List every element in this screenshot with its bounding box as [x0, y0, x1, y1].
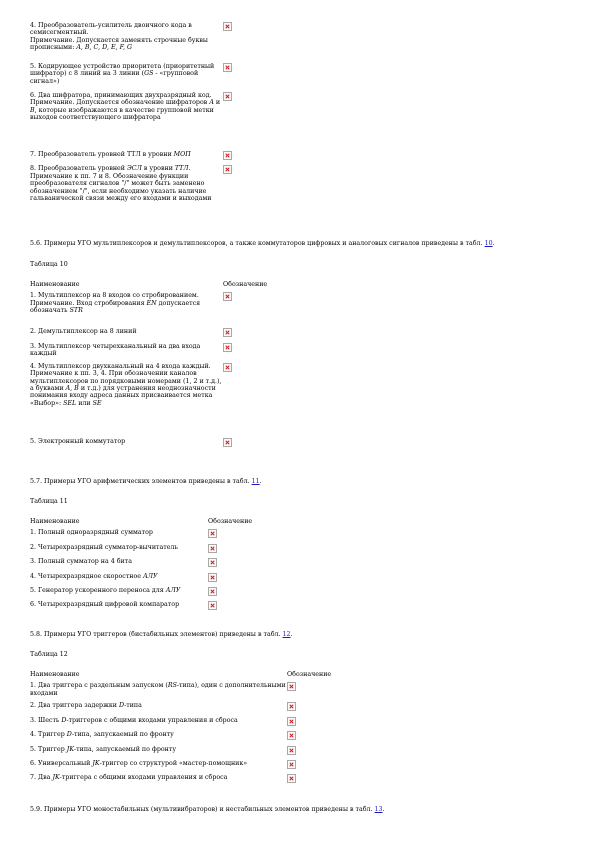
- row-name: 1. Два триггера с раздельным запуском (RS-типа), один с дополнительными входами: [30, 682, 286, 697]
- symbol-cell: [223, 92, 243, 151]
- row-name: 4. Четырехразрядное скоростное АЛУ: [30, 572, 158, 580]
- table-11-caption: Таблица 11: [30, 498, 68, 505]
- table-row: [30, 682, 347, 702]
- row-name: 3. Шесть D-триггеров с общими входами управления и сброса: [30, 716, 238, 724]
- broken-image-icon: [223, 151, 232, 160]
- broken-image-icon: [223, 292, 232, 301]
- column-header-name: Наименование: [30, 518, 80, 525]
- broken-image-icon: [287, 774, 296, 783]
- link-table-13[interactable]: 13: [374, 806, 383, 813]
- broken-image-icon: [223, 92, 232, 101]
- broken-image-icon: [223, 165, 232, 174]
- table-row: [30, 774, 347, 788]
- row-name: 5. Кодирующее устройство приоритета (приоритетный шифратор) с 8 линий на 3 линии (GS - «групповой сигнал»): [30, 63, 215, 85]
- broken-image-icon: [287, 746, 296, 755]
- symbol-cell: [287, 682, 347, 702]
- broken-image-icon: [208, 587, 217, 596]
- column-header-name: Наименование: [30, 671, 80, 678]
- symbol-cell: [223, 151, 243, 165]
- symbol-cell: [223, 438, 283, 452]
- broken-image-icon: [287, 760, 296, 769]
- row-name: 7. Преобразователь уровней ТТЛ в уровни МОП: [30, 151, 191, 158]
- row-name: 7. Два JK-триггера с общими входами управления и сброса: [30, 774, 228, 782]
- row-name: 1. Полный одноразрядный сумматор: [30, 529, 153, 537]
- table-row: [30, 760, 347, 774]
- row-name: 2. Демультиплексор на 8 линий: [30, 328, 137, 336]
- symbol-cell: [223, 343, 283, 363]
- broken-image-icon: [223, 63, 232, 72]
- table-row: [30, 151, 243, 165]
- row-name: 4. Мультиплексор двухканальный на 4 входа каждый. Примечание к пп. 3, 4. При обозначении каналов мультиплексоров по порядковыми номерами (1, 2 и т.д.), а буквами A, B и т.д.) для устранения неоднозначности понимания входу адреса данных присваивается метка «Выбор»: SEL или SE: [30, 362, 222, 407]
- table-header-row: [30, 671, 347, 682]
- broken-image-icon: [208, 573, 217, 582]
- table-row: [30, 63, 243, 92]
- paragraph-5-9: 5.9. Примеры УГО моностабильных (мультивибраторов) и нестабильных элементов приведены в табл. 13.: [30, 806, 385, 813]
- symbol-cell: [223, 165, 243, 228]
- broken-image-icon: [223, 363, 232, 372]
- link-table-11[interactable]: 11: [251, 478, 260, 485]
- row-name: 5. Электронный коммутатор: [30, 437, 126, 445]
- broken-image-icon: [223, 328, 232, 337]
- symbol-cell: [208, 558, 268, 572]
- symbol-cell: [287, 702, 347, 716]
- row-name: 3. Мультиплексор четырехканальный на два входа каждый: [30, 342, 201, 358]
- row-name: 5. Генератор ускоренного переноса для АЛУ: [30, 587, 181, 595]
- column-header-name: Наименование: [30, 281, 80, 288]
- table-11: [30, 518, 268, 616]
- table-header-row: [30, 281, 283, 292]
- broken-image-icon: [208, 558, 217, 567]
- row-name: 2. Четырехразрядный сумматор-вычитатель: [30, 543, 178, 551]
- table-row: [30, 601, 268, 615]
- table-row: [30, 292, 283, 328]
- row-name: 6. Четырехразрядный цифровой компаратор: [30, 601, 180, 609]
- symbol-cell: [287, 746, 347, 760]
- symbol-cell: [208, 601, 268, 615]
- table-row: [30, 702, 347, 716]
- paragraph-5-8: 5.8. Примеры УГО триггеров (бистабильных элементов) приведены в табл. 12.: [30, 631, 293, 638]
- row-name: 4. Преобразователь-усилитель двоичного кода в семисегментный. Примечание. Допускается заменять строчные буквы прописными: A, B, C, D, E, F, G: [30, 22, 208, 52]
- broken-image-icon: [208, 529, 217, 538]
- symbol-cell: [208, 544, 268, 558]
- broken-image-icon: [287, 731, 296, 740]
- row-name: 3. Полный сумматор на 4 бита: [30, 558, 132, 566]
- table-row: [30, 343, 283, 363]
- symbol-cell: [287, 731, 347, 745]
- table-row: [30, 587, 268, 601]
- row-name: 6. Универсальный JK-триггер со структурой «мастер-помощник»: [30, 760, 248, 768]
- table-row: [30, 92, 243, 151]
- row-name: 2. Два триггера задержки D-типа: [30, 702, 142, 710]
- table-12: [30, 671, 347, 789]
- table-row: [30, 438, 283, 452]
- table-row: [30, 22, 243, 63]
- row-name: 6. Два шифратора, принимающих двухразрядный код. Примечание. Допускается обозначение шифраторов A и B, которые изображаются в качестве групповой метки выходов соответствующего шифратора: [30, 92, 221, 122]
- table-12-caption: Таблица 12: [30, 651, 68, 658]
- row-name: 4. Триггер D-типа, запускаемый по фронту: [30, 731, 174, 739]
- table-row: [30, 717, 347, 731]
- column-header-symbol: Обозначение: [287, 671, 332, 678]
- row-name: 5. Триггер JK-типа, запускаемый по фронту: [30, 745, 177, 753]
- symbol-cell: [208, 587, 268, 601]
- column-header-symbol: Обозначение: [223, 281, 268, 288]
- symbol-cell: [287, 760, 347, 774]
- table-row: [30, 363, 283, 438]
- broken-image-icon: [208, 544, 217, 553]
- broken-image-icon: [287, 702, 296, 711]
- symbol-cell: [223, 363, 283, 438]
- table-row: [30, 165, 243, 228]
- symbol-cell: [287, 774, 347, 788]
- table-row: [30, 573, 268, 587]
- symbol-cell: [223, 328, 283, 342]
- row-name: 1. Мультиплексор на 8 входов со стробированием. Примечание. Вход стробирования EN допускается обозначать STR: [30, 292, 201, 315]
- symbol-cell: [287, 717, 347, 731]
- link-table-12[interactable]: 12: [282, 631, 291, 638]
- table-row: [30, 328, 283, 342]
- broken-image-icon: [223, 343, 232, 352]
- link-table-10[interactable]: 10: [484, 240, 493, 247]
- broken-image-icon: [287, 682, 296, 691]
- table-row: [30, 558, 268, 572]
- symbol-cell: [223, 63, 243, 92]
- paragraph-5-6: 5.6. Примеры УГО мультиплексоров и демультиплексоров, а также коммутаторов цифровых и аналоговых сигналов приведены в табл. 10.: [30, 240, 495, 247]
- table-9-tail: [30, 22, 243, 228]
- symbol-cell: [223, 292, 283, 328]
- table-row: [30, 544, 268, 558]
- table-row: [30, 731, 347, 745]
- column-header-symbol: Обозначение: [208, 518, 253, 525]
- broken-image-icon: [208, 601, 217, 610]
- table-header-row: [30, 518, 268, 529]
- symbol-cell: [223, 22, 243, 63]
- table-row: [30, 746, 347, 760]
- table-10-caption: Таблица 10: [30, 261, 68, 268]
- table-row: [30, 529, 268, 543]
- row-name: 8. Преобразователь уровней ЭСЛ в уровни ТТЛ. Примечание к пп. 7 и 8. Обозначение функции преобразователя сигналов "/" может быть заменено обозначением "/", если необходимо указать наличие гальванической связи между его входами и выходами: [30, 165, 212, 203]
- table-10: [30, 281, 283, 452]
- symbol-cell: [208, 573, 268, 587]
- symbol-cell: [208, 529, 268, 543]
- paragraph-5-7: 5.7. Примеры УГО арифметических элементов приведены в табл. 11.: [30, 478, 262, 485]
- broken-image-icon: [287, 717, 296, 726]
- broken-image-icon: [223, 438, 232, 447]
- broken-image-icon: [223, 22, 232, 31]
